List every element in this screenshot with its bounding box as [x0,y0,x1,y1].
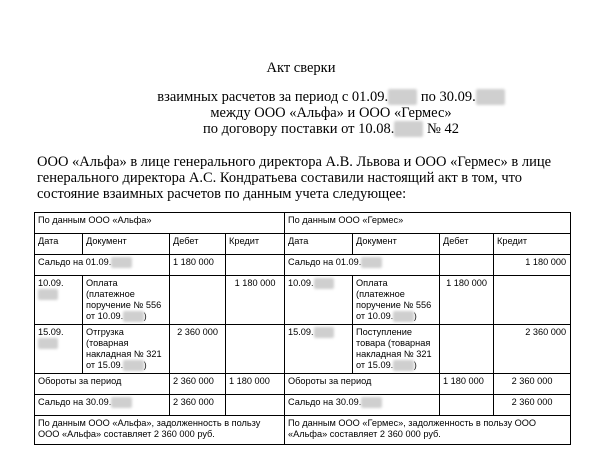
col-credit: Кредит [494,234,571,255]
closing-balance-row [35,395,571,416]
redacted-year [394,121,423,137]
column-header-row [35,234,571,255]
row-document: Оплата (платежное поручение № 556 от 10.09. ) [353,276,440,325]
left-section-header: По данным ООО «Альфа» [35,213,285,234]
period-line: взаимных расчетов за период с 01.09. по 30.09. [30,89,602,105]
redacted-year [476,89,505,105]
closing-left-debit: 2 360 000 [170,395,226,416]
col-debit: Дебет [170,234,226,255]
reconciliation-table [34,212,571,445]
opening-label: Сальдо на 01.09. [35,255,170,276]
turnover-label: Обороты за период [285,374,440,395]
turnover-row [35,374,571,395]
contract-line: по договору поставки от 10.08. № 42 [203,121,459,137]
turnover-left-credit: 1 180 000 [226,374,285,395]
row-date: 15.09. [285,325,353,374]
row-debit [170,276,226,325]
col-date: Дата [35,234,83,255]
row-date: 15.09. [35,325,83,374]
table-row [35,325,571,374]
table-row [35,276,571,325]
turnover-right-credit: 2 360 000 [494,374,571,395]
opening-balance-row [35,255,571,276]
footer-row [35,416,571,445]
col-credit: Кредит [226,234,285,255]
row-document: Отгрузка (товарная накладная № 321 от 15.09. ) [83,325,170,374]
col-debit: Дебет [440,234,494,255]
parties-line: между ООО «Альфа» и ООО «Гермес» [210,105,452,121]
col-date: Дата [285,234,353,255]
row-debit [440,325,494,374]
footer-right-note: По данным ООО «Гермес», задолженность в пользу ООО «Альфа» составляет 2 360 000 руб. [285,416,571,445]
intro-paragraph: ООО «Альфа» в лице генерального директора А.В. Львова и ООО «Гермес» в лице генерального директора А.С. Кондратьева составили настоящий акт в том, что состояние взаимных расчетов по данным учета следующее: [37,154,552,202]
row-document: Оплата (платежное поручение № 556 от 10.09. ) [83,276,170,325]
opening-left-debit: 1 180 000 [170,255,226,276]
row-credit [494,276,571,325]
closing-label: Сальдо на 30.09. [285,395,440,416]
turnover-left-debit: 2 360 000 [170,374,226,395]
row-date: 10.09. [35,276,83,325]
section-header-row [35,213,571,234]
row-document: Поступление товара (товарная накладная № 321 от 15.09. ) [353,325,440,374]
turnover-label: Обороты за период [35,374,170,395]
row-credit: 1 180 000 [226,276,285,325]
closing-right-credit: 2 360 000 [494,395,571,416]
turnover-right-debit: 1 180 000 [440,374,494,395]
col-document: Документ [353,234,440,255]
row-debit: 1 180 000 [440,276,494,325]
row-credit [226,325,285,374]
act-title: Акт сверки [266,60,336,76]
closing-label: Сальдо на 30.09. [35,395,170,416]
footer-left-note: По данным ООО «Альфа», задолженность в пользу ООО «Альфа» составляет 2 360 000 руб. [35,416,285,445]
redacted-year [388,89,417,105]
opening-label: Сальдо на 01.09. [285,255,440,276]
right-section-header: По данным ООО «Гермес» [285,213,571,234]
col-document: Документ [83,234,170,255]
row-date: 10.09. [285,276,353,325]
row-credit: 2 360 000 [494,325,571,374]
opening-right-credit: 1 180 000 [494,255,571,276]
row-debit: 2 360 000 [170,325,226,374]
